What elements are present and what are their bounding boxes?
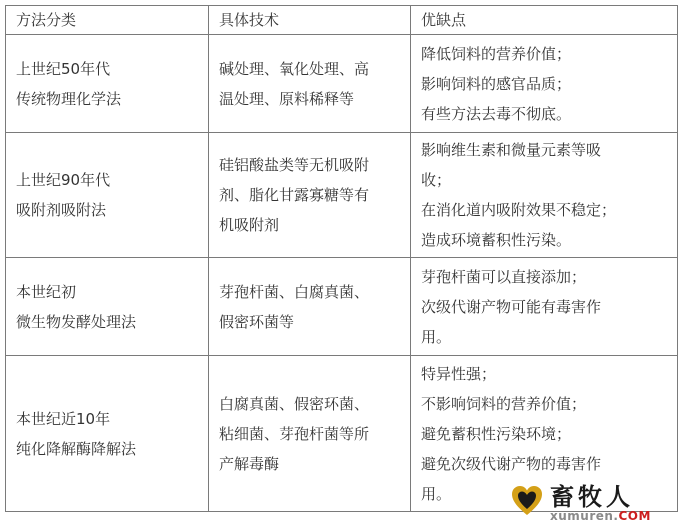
technique-cell (209, 356, 411, 512)
technique-line: 粘细菌、芽孢杆菌等所 (219, 424, 370, 443)
table-row (6, 35, 678, 133)
table-row (6, 258, 678, 356)
pros-cons-line: 特异性强； (421, 364, 497, 383)
pros-cons-line: 影响维生素和微量元素等吸 (421, 141, 602, 159)
watermark-url (550, 509, 651, 523)
header-technique: 具体技术 (209, 6, 411, 35)
pros-cons-line: 用。 (421, 327, 452, 346)
pros-cons-line: 有些方法去毒不彻底。 (421, 104, 572, 123)
pros-cons-line: 降低饲料的营养价值； (421, 44, 572, 63)
technique-line: 产解毒酶 (219, 454, 280, 473)
pros-cons-line: 不影响饲料的营养价值； (421, 394, 587, 413)
heart-logo-icon (510, 484, 544, 518)
pros-cons-line: 影响饲料的感官品质； (421, 74, 572, 93)
category-line: 本世纪初 (16, 282, 77, 301)
category-line: 本世纪近10年 (16, 409, 111, 428)
category-cell (6, 133, 209, 258)
category-cell (6, 258, 209, 356)
pros-cons-line: 避免次级代谢产物的毒害作 (421, 454, 602, 473)
category-line: 纯化降解酶降解法 (16, 439, 137, 458)
category-line: 上世纪90年代 (16, 171, 111, 189)
category-cell (6, 35, 209, 133)
watermark-url-main: xumuren. (550, 509, 619, 523)
pros-cons-cell (411, 258, 678, 356)
technique-line: 芽孢杆菌、白腐真菌、 (219, 282, 370, 301)
pros-cons-cell (411, 133, 678, 258)
technique-line: 假密环菌等 (219, 312, 295, 331)
pros-cons-line: 造成环境蓄积性污染。 (421, 231, 572, 249)
technique-line: 碱处理、氧化处理、高 (219, 59, 370, 78)
pros-cons-line: 收； (421, 171, 452, 189)
header-pros-cons: 优缺点 (411, 6, 678, 35)
technique-cell (209, 258, 411, 356)
header-method-category: 方法分类 (6, 6, 209, 35)
technique-line: 硅铝酸盐类等无机吸附 (219, 156, 370, 174)
category-line: 上世纪50年代 (16, 59, 111, 78)
pros-cons-line: 芽孢杆菌可以直接添加； (421, 267, 587, 286)
pros-cons-line: 用。 (421, 484, 452, 503)
technique-line: 剂、脂化甘露寡糖等有 (219, 186, 370, 204)
pros-cons-line: 次级代谢产物可能有毒害作 (421, 297, 602, 316)
table-header-row (6, 6, 678, 35)
technique-cell (209, 133, 411, 258)
pros-cons-line: 在消化道内吸附效果不稳定； (421, 201, 617, 219)
watermark-url-tld: COM (618, 509, 651, 523)
category-line: 传统物理化学法 (16, 89, 122, 108)
methods-table (5, 5, 678, 512)
category-cell (6, 356, 209, 512)
watermark-name: 畜牧人 (550, 483, 634, 511)
technique-line: 机吸附剂 (219, 216, 280, 234)
site-watermark (510, 482, 680, 526)
pros-cons-cell (411, 35, 678, 133)
technique-line: 白腐真菌、假密环菌、 (219, 394, 370, 413)
technique-cell (209, 35, 411, 133)
category-line: 微生物发酵处理法 (16, 312, 137, 331)
technique-line: 温处理、原料稀释等 (219, 89, 355, 108)
pros-cons-line: 避免蓄积性污染环境； (421, 424, 572, 443)
table-row (6, 133, 678, 258)
category-line: 吸附剂吸附法 (16, 201, 107, 219)
